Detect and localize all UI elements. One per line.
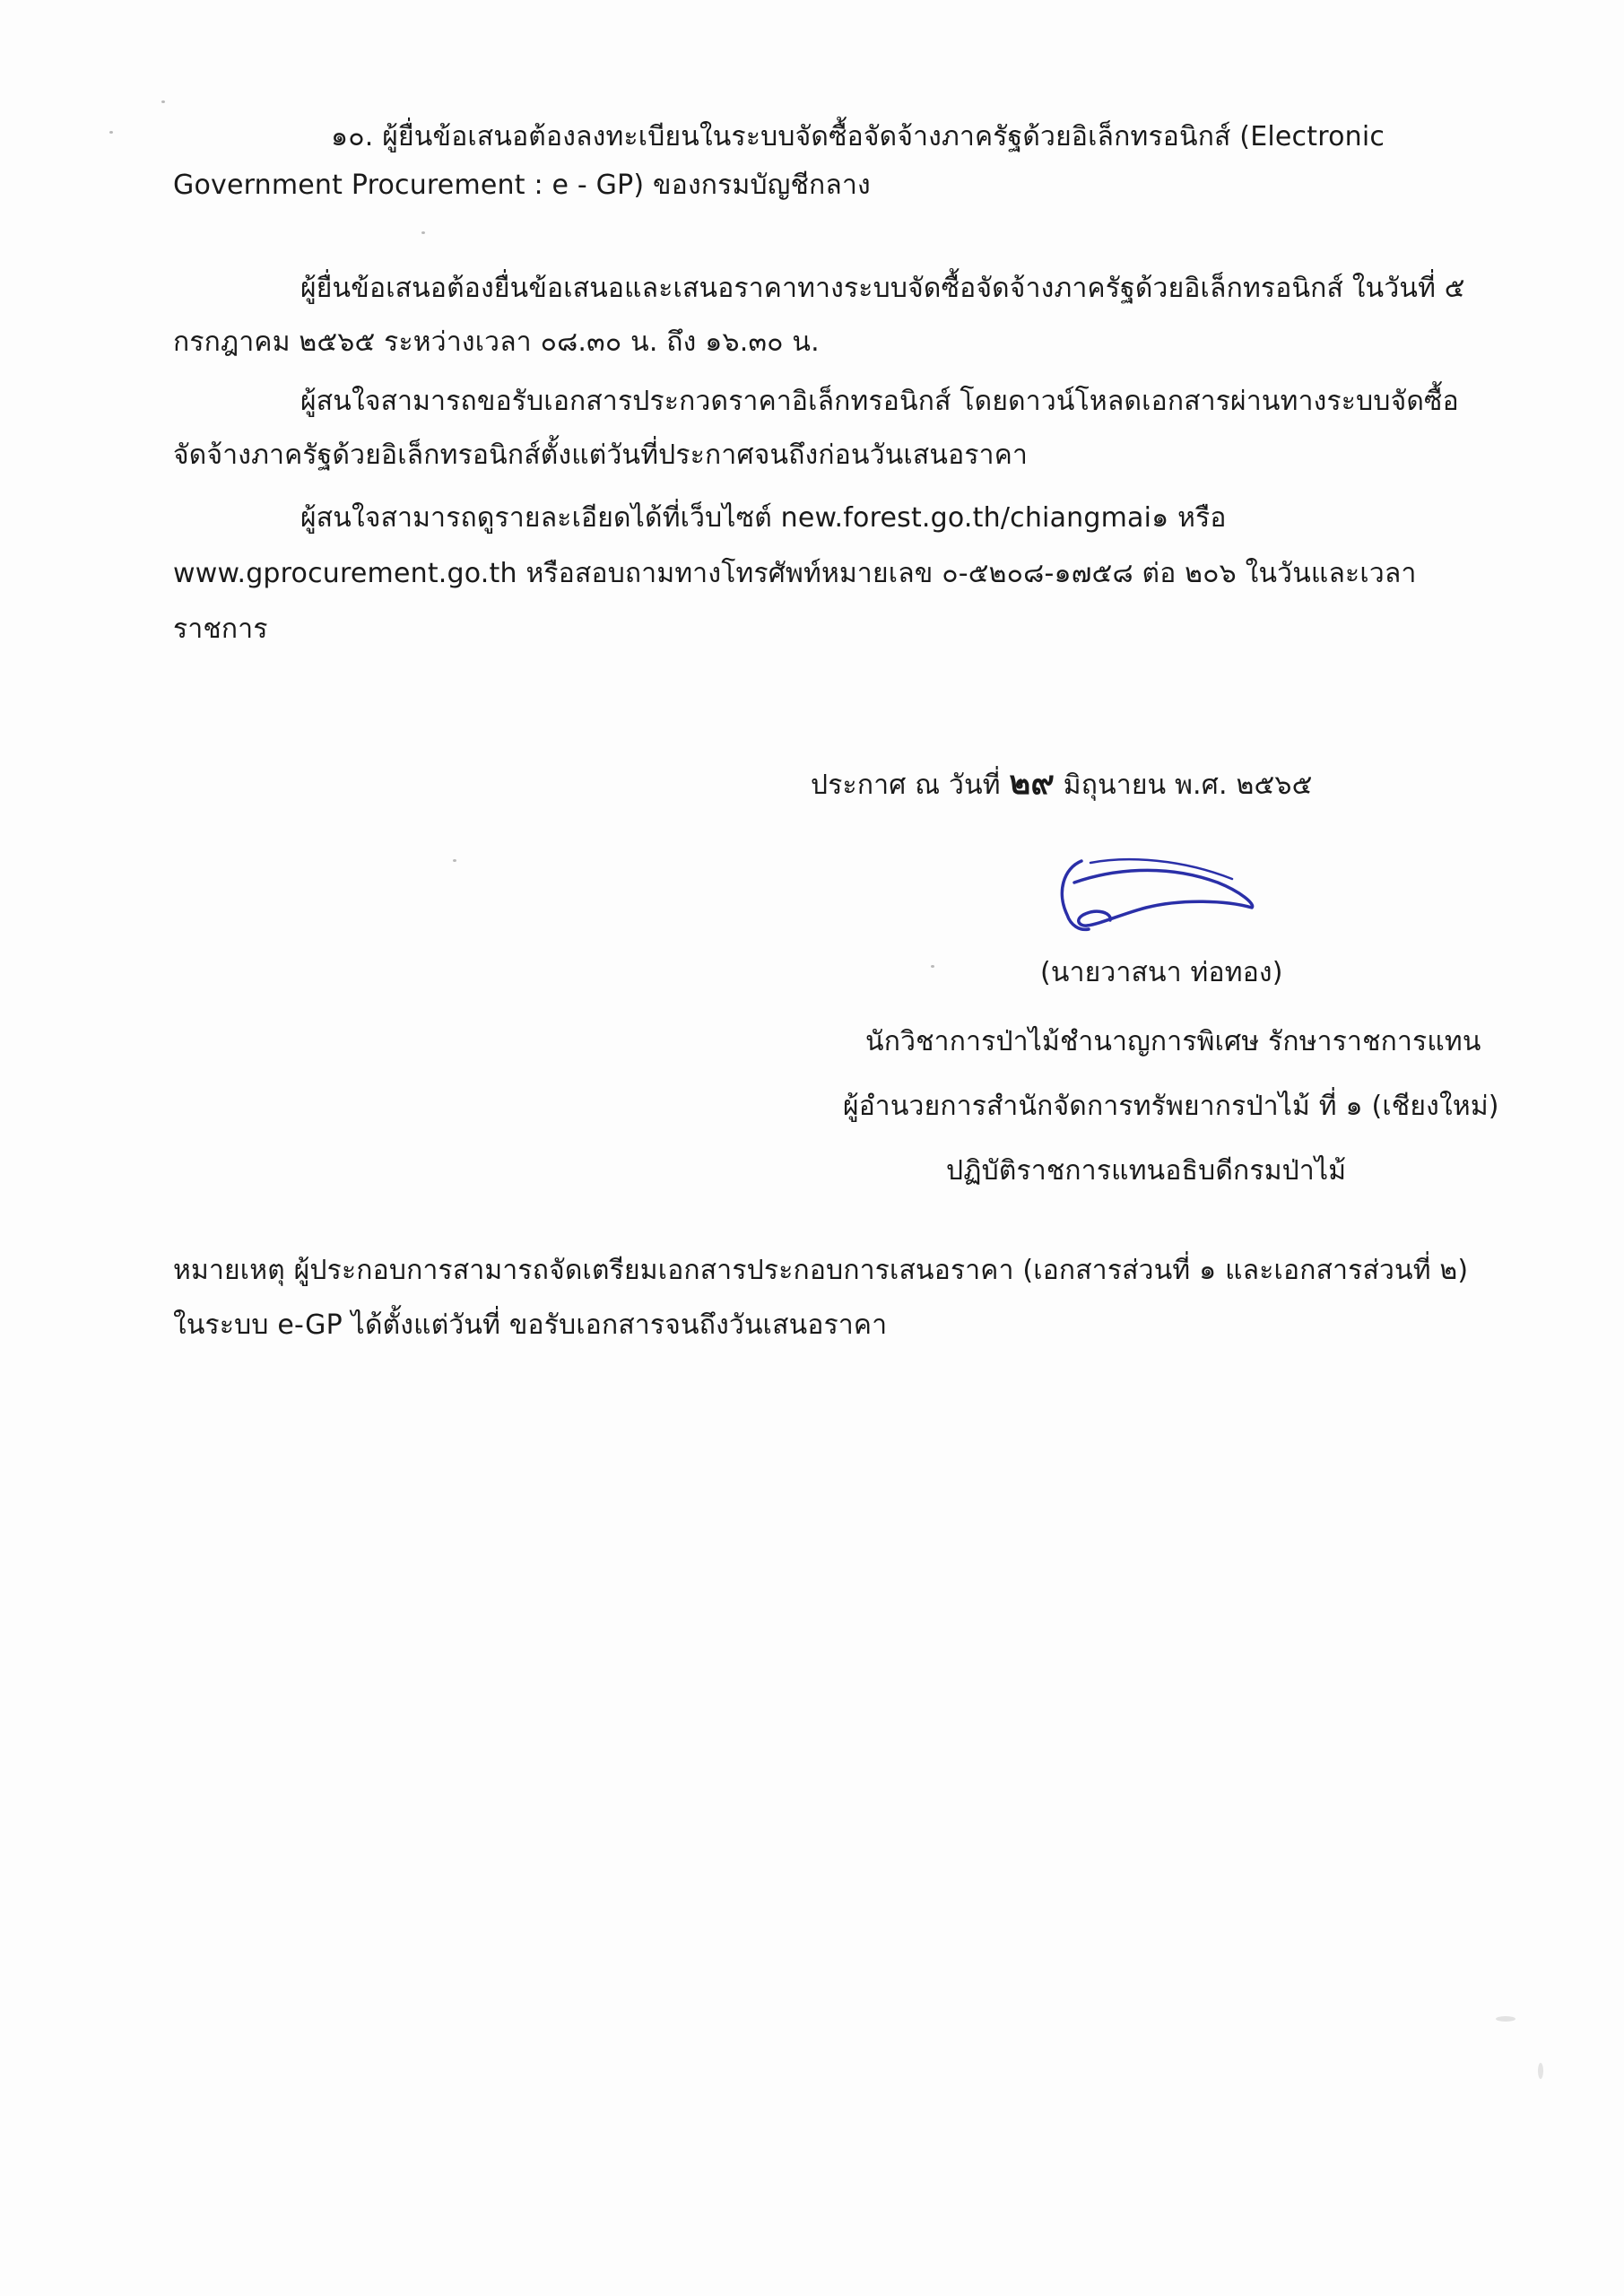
- submit-paragraph-line1: ผู้ยื่นข้อเสนอต้องยื่นข้อเสนอและเสนอราคาทางระบบจัดซื้อจัดจ้างภาครัฐด้วยอิเล็กทรอนิกส์ ในวันที่ ๕: [300, 273, 1465, 304]
- submit-paragraph-line2: กรกฎาคม ๒๕๖๕ ระหว่างเวลา ๐๘.๓๐ น. ถึง ๑๖.๓๐ น.: [173, 326, 820, 358]
- section10-line1: ๑๐. ผู้ยื่นข้อเสนอต้องลงทะเบียนในระบบจัดซื้อจัดจ้างภาครัฐด้วยอิเล็กทรอนิกส์ (Electronic: [331, 121, 1385, 152]
- contact-paragraph-line1: ผู้สนใจสามารถดูรายละเอียดได้ที่เว็บไซต์ new.forest.go.th/chiangmai๑ หรือ: [300, 502, 1227, 534]
- contact-paragraph-line2: www.gprocurement.go.th หรือสอบถามทางโทรศัพท์หมายเลข ๐-๕๒๐๘-๑๗๕๘ ต่อ ๒๐๖ ในวันและเวลา: [173, 558, 1417, 589]
- scan-speck: [931, 965, 934, 968]
- documents-paragraph-line2: จัดจ้างภาครัฐด้วยอิเล็กทรอนิกส์ตั้งแต่วันที่ประกาศจนถึงก่อนวันเสนอราคา: [173, 439, 1029, 471]
- scan-speck: [453, 859, 456, 862]
- note-line1: หมายเหตุ ผู้ประกอบการสามารถจัดเตรียมเอกสารประกอบการเสนอราคา (เอกสารส่วนที่ ๑ และเอกสารส่วนที่ ๒): [173, 1255, 1469, 1286]
- announcement-date-suffix: มิถุนายน พ.ศ. ๒๕๖๕: [1063, 770, 1313, 801]
- scan-speck: [109, 131, 113, 134]
- scan-speck: [1538, 2063, 1543, 2079]
- announcement-day: ๒๙: [1009, 765, 1055, 802]
- signatory-title-line1: นักวิชาการป่าไม้ชำนาญการพิเศษ รักษาราชการแทน: [865, 1026, 1481, 1057]
- signatory-title-line2: ผู้อำนวยการสำนักจัดการทรัพยากรป่าไม้ ที่ ๑ (เชียงใหม่): [843, 1091, 1499, 1122]
- signatory-name: (นายวาสนา ท่อทอง): [1040, 957, 1283, 988]
- documents-paragraph-line1: ผู้สนใจสามารถขอรับเอกสารประกวดราคาอิเล็กทรอนิกส์ โดยดาวน์โหลดเอกสารผ่านทางระบบจัดซื้อ: [300, 386, 1459, 417]
- signatory-title-line3: ปฏิบัติราชการแทนอธิบดีกรมป่าไม้: [946, 1155, 1347, 1187]
- announcement-date: [811, 764, 1313, 805]
- scan-speck: [161, 100, 165, 103]
- announcement-date-prefix: ประกาศ ณ วันที่: [811, 770, 1001, 801]
- scan-speck: [421, 231, 425, 234]
- contact-paragraph-line3: ราชการ: [173, 613, 268, 645]
- scan-speck: [1496, 2016, 1515, 2022]
- handwritten-signature: [1047, 843, 1263, 951]
- note-line2: ในระบบ e-GP ได้ตั้งแต่วันที่ ขอรับเอกสารจนถึงวันเสนอราคา: [173, 1309, 888, 1341]
- section10-line2: Government Procurement : e - GP) ของกรมบัญชีกลาง: [173, 170, 871, 201]
